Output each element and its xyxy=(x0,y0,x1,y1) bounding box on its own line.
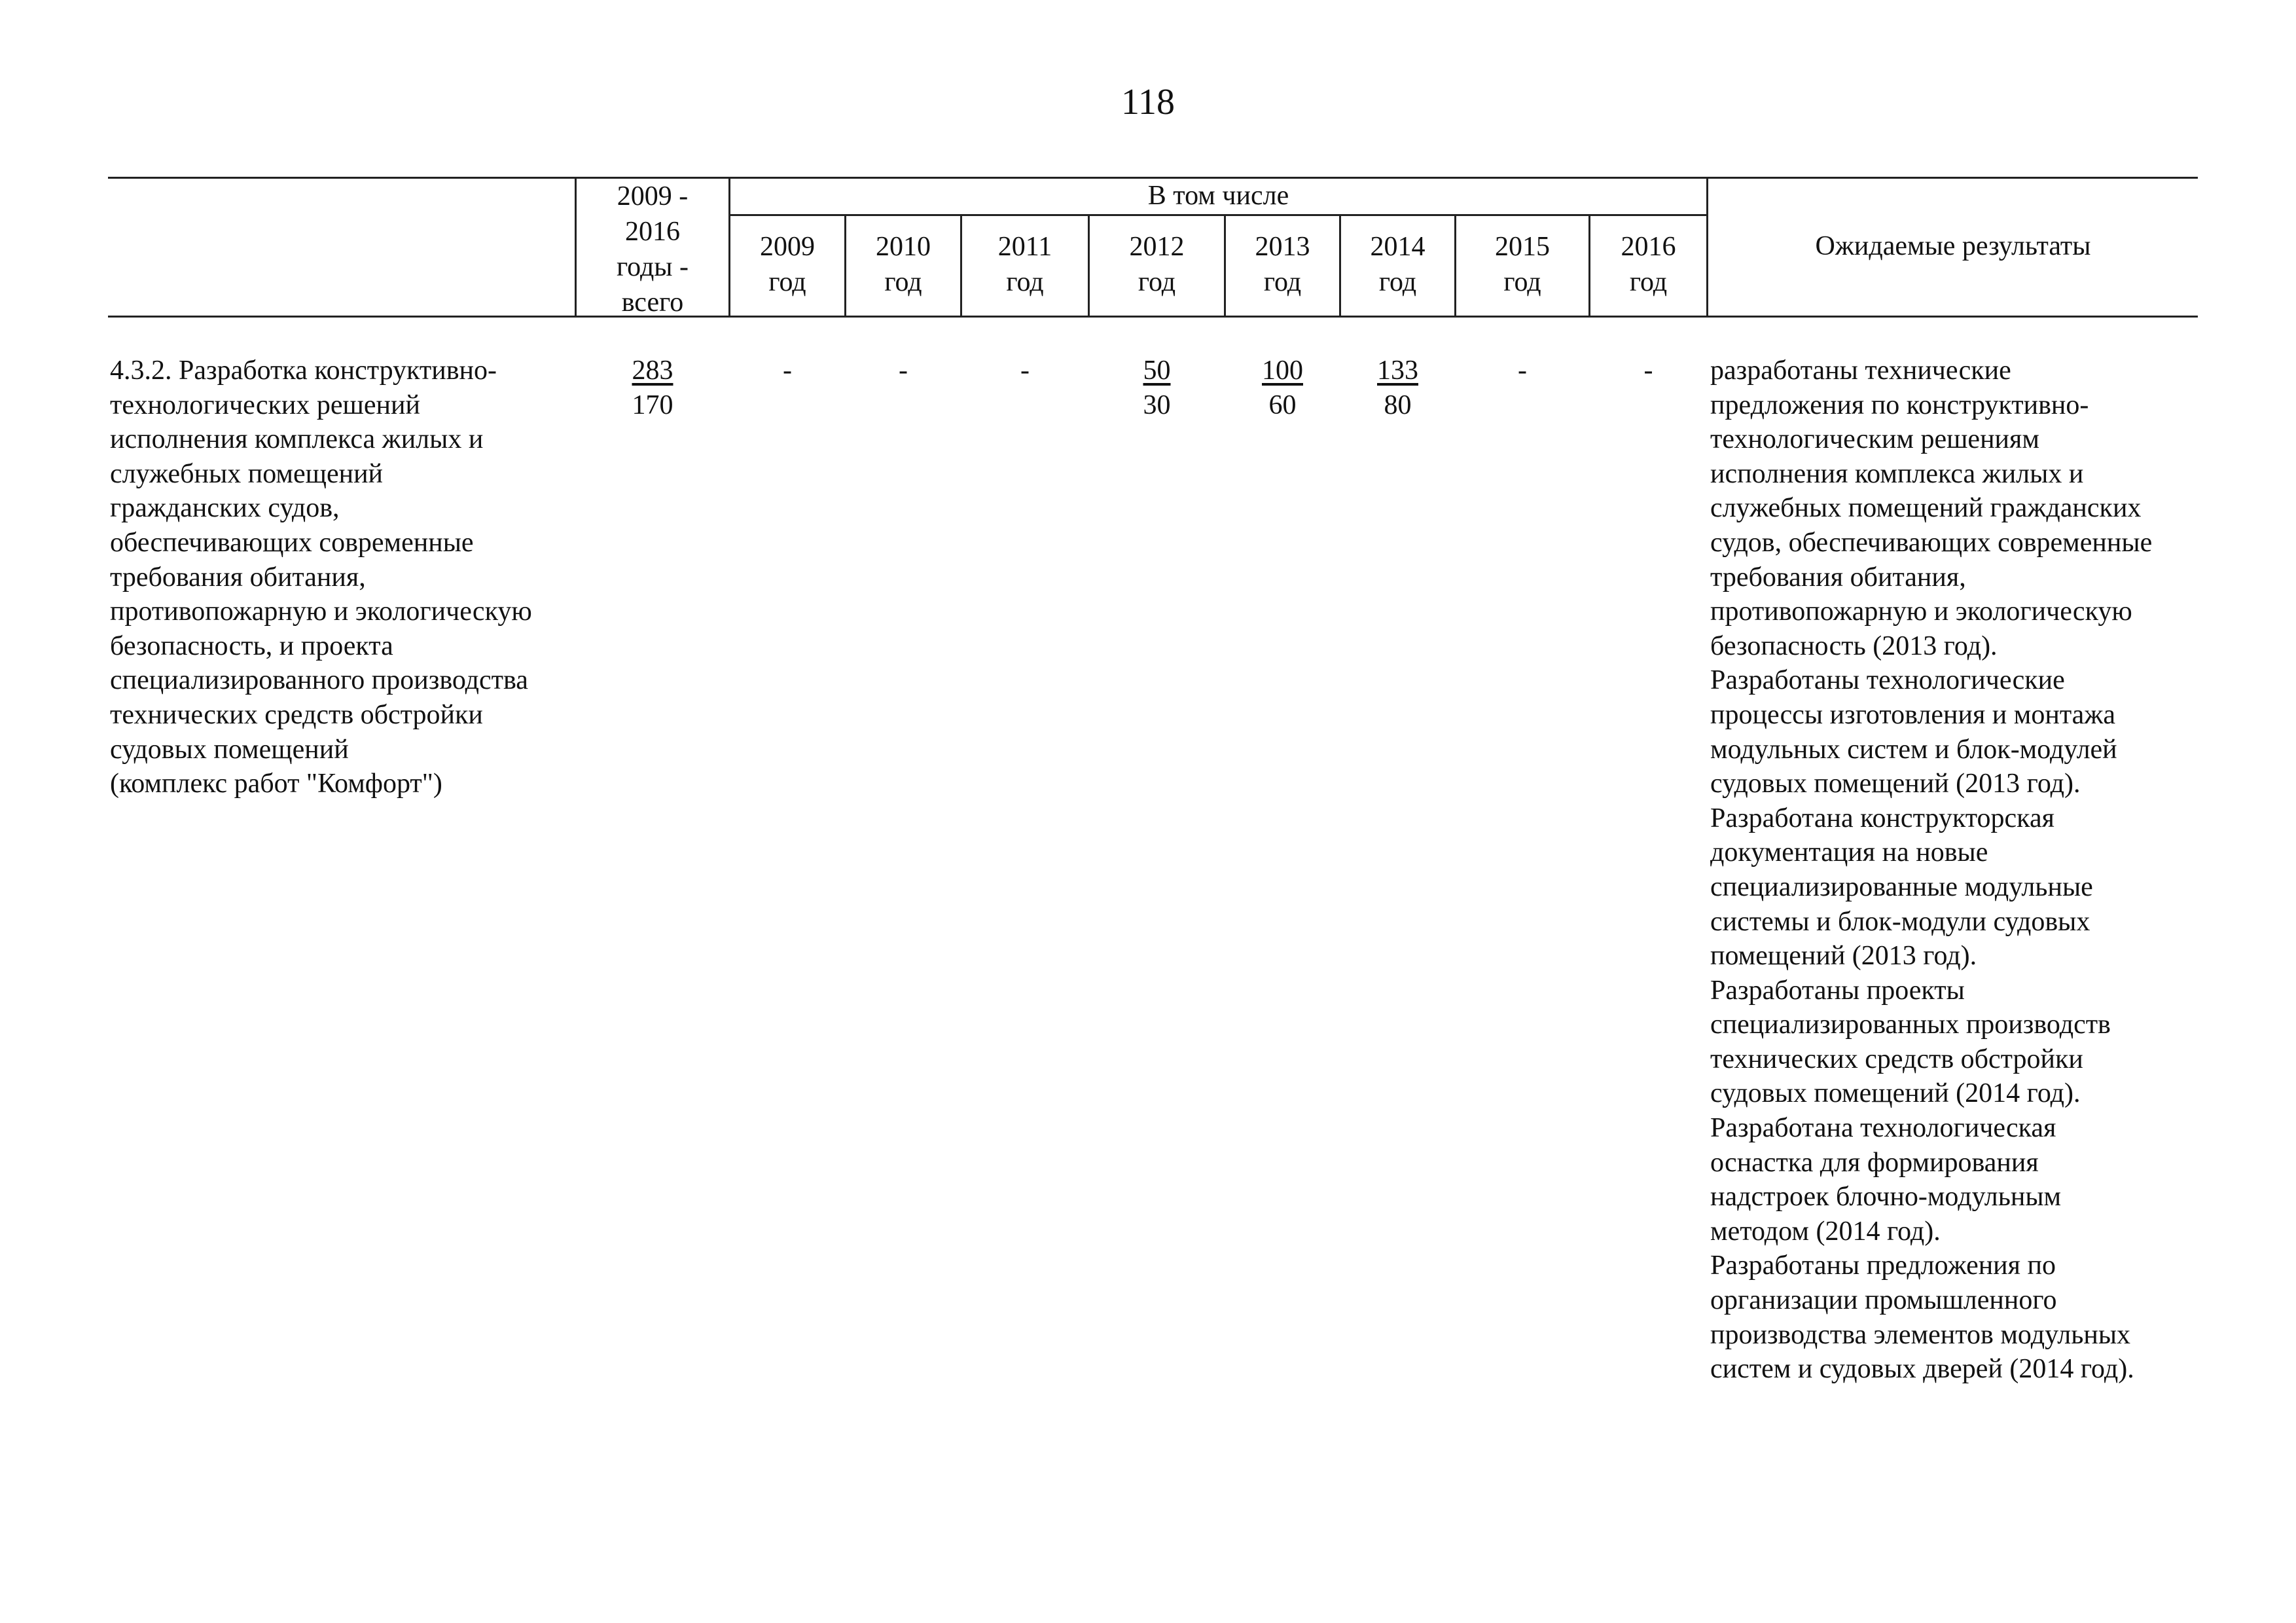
header-year: 2014 год xyxy=(1370,232,1426,297)
header-results: Ожидаемые результаты xyxy=(1815,231,2091,261)
row-description: 4.3.2. Разработка конструктивно- технологических решений исполнения комплекса жилых и служебных помещений гражданских судов, обеспечивающих современные требования обитания, противопожарную и экологическую безопасность, и проекта специализированного производства технических средств обстройки судовых помещений (комплекс работ "Комфорт") xyxy=(110,356,532,799)
header-year: 2013 год xyxy=(1255,232,1310,297)
row-year-value: - xyxy=(783,356,792,386)
row-year-value: - xyxy=(1643,356,1653,386)
header-total: 2009 - 2016 годы - всего xyxy=(616,181,689,318)
row-total: 283 170 xyxy=(632,356,673,420)
header-subheader: В том числе xyxy=(1147,181,1289,211)
subheader-rule xyxy=(728,214,1707,216)
row-year-value: - xyxy=(899,356,908,386)
header-year: 2015 год xyxy=(1495,232,1550,297)
header-year: 2012 год xyxy=(1129,232,1185,297)
row-year-value: 100 60 xyxy=(1262,356,1303,420)
row-year-value: 50 30 xyxy=(1143,356,1171,420)
header-bottom-rule xyxy=(108,316,2198,318)
row-year-value: 133 80 xyxy=(1377,356,1418,420)
header-year: 2009 год xyxy=(760,232,815,297)
row-year-value: - xyxy=(1518,356,1527,386)
row-results: разработаны технические предложения по конструктивно- технологическим решениям исполнения комплекса жилых и служебных помещений гражданских судов, обеспечивающих современные требования обитания, противопожарную и экологическую безопасность (2013 год). Разработаны технологические процессы изготовления и монтажа модульных систем и блок-модулей судовых помещений (2013 год). Разработана конструкторская документация на новые специализированные модульные системы и блок-модули судовых помещений (2013 год). Разработаны проекты специализированных производств технических средств обстройки судовых помещений (2014 год). Разработана технологическая оснастка для формирования надстроек блочно-модульным методом (2014 год). Разработаны предложения по организации промышленного производства элементов модульных систем и судовых дверей (2014 год). xyxy=(1710,356,2153,1385)
header-year: 2016 год xyxy=(1621,232,1676,297)
header-year: 2010 год xyxy=(876,232,931,297)
row-year-value: - xyxy=(1020,356,1030,386)
page-number: 118 xyxy=(1121,82,1175,122)
header-year: 2011 год xyxy=(997,232,1052,297)
